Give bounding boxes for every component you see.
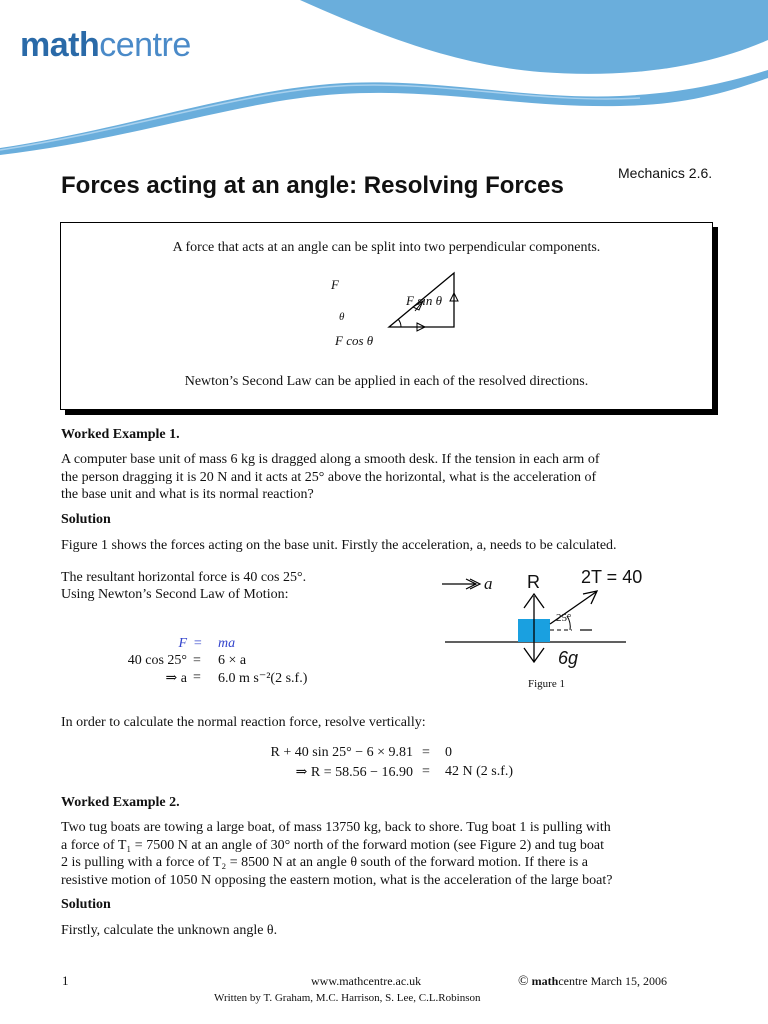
box-intro: A force that acts at an angle can be split into two perpendicular components.: [172, 240, 601, 255]
example2-solution-intro: Firstly, calculate the unknown angle θ.: [61, 923, 278, 938]
figure-label-2t: 2T = 40: [581, 567, 643, 587]
box-newton: Newton’s Second Law can be applied in each of the resolved directions.: [184, 374, 589, 389]
example1-solution-heading: Solution: [61, 512, 111, 527]
example2-problem: Two tug boats are towing a large boat, of mass 13750 kg, back to shore. Tug boat 1 is pulling with a force of T₁ = 7500 N at an angle of 30° north of the forward motion (see Figure 2) and tug boat 2 is pulling with a force of T₂ = 8500 N at an angle θ south of the forward motion. If there is a resistive motion of 1050 N opposing the eastern motion, what is the acceleration of the large boat?: [61, 820, 613, 888]
example2-solution-heading: Solution: [61, 897, 111, 912]
newton-line: Using Newton’s Second Law of Motion:: [61, 587, 289, 602]
resultant-line: The resultant horizontal force is 40 cos 25°.: [61, 570, 307, 585]
example1-solution-intro: Figure 1 shows the forces acting on the base unit. Firstly the acceleration, a, needs to be calculated.: [61, 538, 617, 553]
figure-caption: Figure 1: [528, 678, 565, 690]
summary-box: [60, 222, 713, 410]
label-f-cos-theta: F cos θ: [335, 333, 374, 348]
series-label: Mechanics 2.6.: [618, 165, 713, 181]
force-triangle-diagram: [379, 263, 519, 353]
example1-heading: Worked Example 1.: [61, 427, 180, 442]
mathcentre-logo: mathcentre: [20, 26, 191, 64]
normal-reaction-intro: In order to calculate the normal reaction force, resolve vertically:: [61, 715, 426, 730]
equation-row: 40 cos 25° = 6 × a: [127, 653, 247, 668]
footer-copyright: © mathcentre March 15, 2006: [518, 974, 667, 989]
equation-block-2: [200, 745, 560, 783]
example1-problem: A computer base unit of mass 6 kg is dragged along a smooth desk. If the tension in each arm of the person dragging it is 20 N and it acts at 25° above the horizontal, what is the acceleration of the base unit and what is its normal reaction?: [61, 452, 600, 502]
footer-url[interactable]: www.mathcentre.ac.uk: [311, 974, 422, 988]
label-f: F: [331, 277, 339, 292]
example2-heading: Worked Example 2.: [61, 795, 180, 810]
figure-label-r: R: [527, 572, 540, 592]
label-f-sin-theta: F sin θ: [406, 293, 442, 308]
equation-row: R + 40 sin 25° − 6 × 9.81 = 0: [270, 745, 452, 760]
figure-label-a: a: [484, 574, 493, 593]
page-title: Forces acting at an angle: Resolving Forces: [61, 172, 564, 199]
equation-row: F = ma: [178, 636, 236, 651]
label-theta: θ: [339, 311, 345, 323]
page-number: 1: [62, 973, 69, 988]
figure-label-6g: 6g: [558, 648, 579, 668]
footer-authors: Written by T. Graham, M.C. Harrison, S. Lee, C.L.Robinson: [214, 992, 481, 1004]
equation-block-1: [100, 636, 360, 687]
equation-row: ⇒ R = 58.56 − 16.90 = 42 N (2 s.f.): [295, 764, 514, 780]
equation-row: ⇒ a = 6.0 m s⁻²(2 s.f.): [165, 670, 308, 686]
figure-label-angle: 25°: [556, 612, 572, 624]
